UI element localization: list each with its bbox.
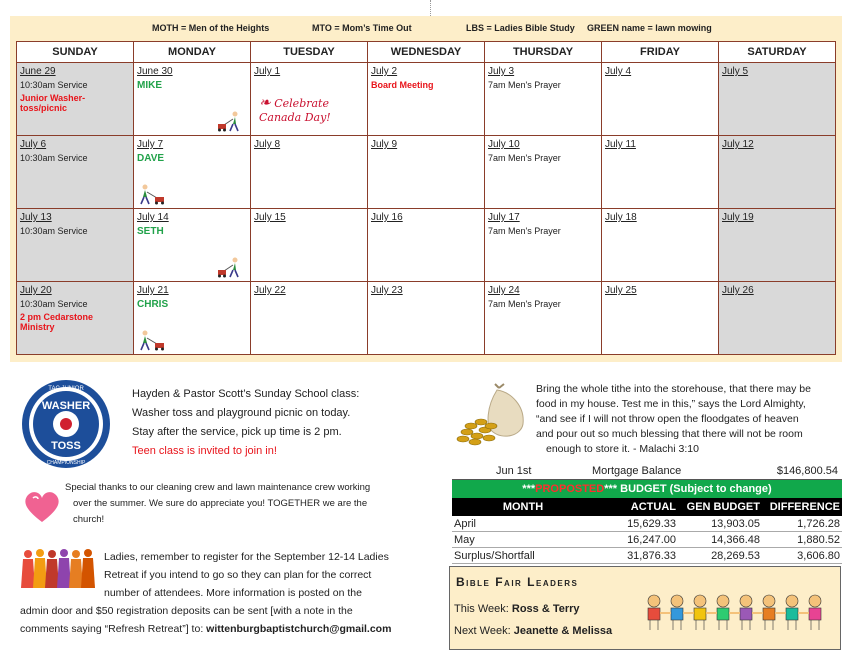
- event-note: 7am Men's Prayer: [488, 226, 561, 236]
- day-cell: [251, 282, 368, 355]
- service-time: 10:30am Service: [20, 299, 88, 309]
- verse-line: “and see if I will not throw open the floodgates of heaven: [536, 413, 799, 425]
- day-cell: [134, 282, 251, 355]
- calendar-week: [17, 63, 836, 136]
- email-link[interactable]: wittenburgbaptistchurch@gmail.com: [206, 623, 392, 635]
- day-date: July 12: [722, 139, 754, 150]
- budget-cell: Surplus/Shortfall: [454, 550, 535, 562]
- header-friday: FRIDAY: [602, 42, 719, 63]
- day-cell: [17, 136, 134, 209]
- day-date: July 1: [254, 66, 281, 77]
- verse-line: and pour out so much blessing that there will not be room: [536, 428, 803, 440]
- budget-header-row: [452, 498, 842, 516]
- ladies-line: Ladies, remember to register for the September 12-14 Ladies: [104, 551, 389, 563]
- mower-name: CHRIS: [137, 299, 169, 310]
- verse-line: food in my house. Test me in this,” says the Lord Almighty,: [536, 398, 806, 410]
- header-saturday: SATURDAY: [719, 42, 836, 63]
- day-cell: [602, 209, 719, 282]
- day-date: July 11: [605, 139, 636, 150]
- day-date: June 30: [137, 66, 173, 77]
- day-cell: [485, 63, 602, 136]
- event-note: 7am Men's Prayer: [488, 80, 561, 90]
- budget-cell: 13,903.05: [711, 518, 760, 530]
- mower-name: MIKE: [137, 80, 162, 91]
- day-cell: [134, 209, 251, 282]
- day-date: July 8: [254, 139, 281, 150]
- day-date: July 5: [722, 66, 749, 77]
- ladies-retreat-note: [20, 548, 420, 638]
- canada-day-text: Celebrate Canada Day!: [259, 97, 331, 124]
- header-monday: MONDAY: [134, 42, 251, 63]
- ladies-line: comments saying “Refresh Retreat”] to:: [20, 623, 207, 635]
- this-week-row: [454, 603, 580, 615]
- service-time: 10:30am Service: [20, 153, 88, 163]
- next-week-row: [454, 625, 612, 637]
- day-date: July 24: [488, 285, 520, 296]
- bible-fair-panel: [449, 566, 841, 650]
- legend-lbs: LBS = Ladies Bible Study: [466, 23, 575, 33]
- day-date: July 23: [371, 285, 403, 296]
- day-cell: [17, 209, 134, 282]
- day-cell: [368, 136, 485, 209]
- ss-line-invite: Teen class is invited to join in!: [132, 445, 277, 457]
- budget-row: [452, 548, 842, 564]
- day-cell: [719, 282, 836, 355]
- day-date: July 4: [605, 66, 632, 77]
- washer-toss-badge: [20, 378, 112, 470]
- day-cell: [17, 63, 134, 136]
- calendar-header-row: [17, 42, 836, 63]
- day-cell: [368, 63, 485, 136]
- ladies-line: admin door and $50 registration deposits can be sent [with a note in the: [20, 605, 353, 617]
- badge-toss-text: TOSS: [51, 440, 81, 452]
- day-cell: [368, 209, 485, 282]
- day-cell: [251, 63, 368, 136]
- sunday-school-note: [132, 385, 432, 461]
- coin-bag-image: [455, 382, 529, 446]
- lawn-mower-icon: [216, 256, 244, 278]
- heart-icon: [22, 490, 62, 524]
- budget-row: [452, 516, 842, 532]
- legend-mto: MTO = Mom’s Time Out: [312, 23, 412, 33]
- day-cell: [134, 63, 251, 136]
- day-cell: [485, 209, 602, 282]
- lawn-mower-icon: [138, 329, 166, 351]
- event-label: 2 pm Cedarstone Ministry: [20, 312, 94, 332]
- header-wednesday: WEDNESDAY: [368, 42, 485, 63]
- calendar-week: [17, 136, 836, 209]
- banner-text: BUDGET (Subject to change): [617, 483, 772, 495]
- mortgage-label: Mortgage Balance: [592, 465, 682, 477]
- day-cell: [368, 282, 485, 355]
- verse-line: enough to store it. - Malachi 3:10: [546, 443, 699, 455]
- legend-moth: MOTH = Men of the Heights: [152, 23, 270, 33]
- day-date: July 13: [20, 212, 52, 223]
- day-date: July 6: [20, 139, 47, 150]
- day-date: July 7: [137, 139, 164, 150]
- day-cell: [719, 136, 836, 209]
- verse-line: Bring the whole tithe into the storehouse, that there may be: [536, 383, 811, 395]
- banner-stars: ***: [604, 483, 618, 495]
- this-week-leaders: Ross & Terry: [511, 603, 580, 615]
- budget-cell: 14,366.48: [711, 534, 760, 546]
- day-date: June 29: [20, 66, 56, 77]
- ss-line: Hayden & Pastor Scott’s Sunday School class:: [132, 388, 360, 400]
- col-month: MONTH: [502, 501, 544, 513]
- canada-day-image: ❧ Celebrate Canada Day!: [259, 95, 331, 124]
- mortgage-date: Jun 1st: [496, 465, 532, 477]
- day-date: July 16: [371, 212, 403, 223]
- mower-name: DAVE: [137, 153, 165, 164]
- day-cell: [602, 282, 719, 355]
- day-cell: [719, 63, 836, 136]
- mower-name: SETH: [137, 226, 164, 237]
- event-label: Junior Washer-toss/picnic: [20, 93, 86, 113]
- day-cell: [485, 282, 602, 355]
- day-date: July 15: [254, 212, 286, 223]
- budget-row: [452, 532, 842, 548]
- day-cell: [134, 136, 251, 209]
- thanks-line: Special thanks to our cleaning crew and lawn maintenance crew working: [65, 482, 371, 493]
- service-time: 10:30am Service: [20, 80, 88, 90]
- day-cell: [485, 136, 602, 209]
- budget-cell: 31,876.33: [627, 550, 676, 562]
- budget-panel: [452, 462, 842, 564]
- budget-banner: [452, 480, 842, 498]
- day-date: July 26: [722, 285, 754, 296]
- header-tuesday: TUESDAY: [251, 42, 368, 63]
- day-date: July 10: [488, 139, 520, 150]
- budget-cell: 15,629.33: [627, 518, 676, 530]
- mortgage-value: $146,800.54: [776, 465, 838, 477]
- scripture-verse: [536, 382, 841, 457]
- budget-cell: 16,247.00: [627, 534, 676, 546]
- badge-washer-text: WASHER: [41, 400, 91, 412]
- budget-cell: April: [454, 518, 477, 530]
- calendar-panel: [10, 16, 842, 362]
- calendar-table: [16, 41, 836, 355]
- thanks-note: [65, 480, 420, 528]
- day-date: July 9: [371, 139, 398, 150]
- budget-cell: 1,726.28: [797, 518, 840, 530]
- calendar-week: [17, 282, 836, 355]
- budget-cell: 3,606.80: [797, 550, 840, 562]
- day-date: July 21: [137, 285, 169, 296]
- ss-line: Washer toss and playground picnic on today.: [132, 407, 351, 419]
- lawn-mower-icon: [138, 183, 166, 205]
- day-date: July 20: [20, 285, 52, 296]
- day-date: July 22: [254, 285, 286, 296]
- banner-proposed: PROPOSTED: [535, 483, 605, 495]
- event-label: Board Meeting: [371, 80, 434, 90]
- col-actual: ACTUAL: [630, 501, 676, 513]
- banner-stars: ***: [522, 483, 536, 495]
- thanks-line: over the summer. We sure do appreciate you! TOGETHER we are the: [73, 498, 368, 509]
- col-difference: DIFFERENCE: [769, 501, 840, 513]
- bible-fair-title: Bible Fair Leaders: [456, 575, 579, 589]
- ladies-line: number of attendees. More information is posted on the: [104, 587, 362, 599]
- next-week-label: Next Week:: [454, 625, 514, 637]
- thanks-line: church!: [73, 514, 105, 525]
- col-gen-budget: GEN BUDGET: [686, 501, 760, 513]
- day-cell: [719, 209, 836, 282]
- this-week-label: This Week:: [454, 603, 512, 615]
- day-cell: [251, 136, 368, 209]
- event-note: 7am Men's Prayer: [488, 153, 561, 163]
- mortgage-row: [452, 462, 842, 480]
- lawn-mower-icon: [216, 110, 244, 132]
- day-date: July 25: [605, 285, 637, 296]
- header-thursday: THURSDAY: [485, 42, 602, 63]
- day-cell: [17, 282, 134, 355]
- badge-top-text: TAC JUNIOR: [48, 386, 84, 392]
- header-sunday: SUNDAY: [17, 42, 134, 63]
- badge-bottom-text: CHAMPIONSHIP: [46, 460, 86, 466]
- budget-cell: 28,269.53: [711, 550, 760, 562]
- service-time: 10:30am Service: [20, 226, 88, 236]
- day-date: July 14: [137, 212, 169, 223]
- legend-green: GREEN name = lawn mowing: [587, 23, 712, 33]
- ss-line: Stay after the service, pick up time is 2 pm.: [132, 426, 342, 438]
- day-date: July 18: [605, 212, 637, 223]
- next-week-leaders: Jeanette & Melissa: [513, 625, 613, 637]
- day-cell: [602, 136, 719, 209]
- day-cell: [251, 209, 368, 282]
- budget-cell: May: [454, 534, 475, 546]
- day-date: July 17: [488, 212, 520, 223]
- day-date: July 2: [371, 66, 398, 77]
- day-date: July 3: [488, 66, 515, 77]
- event-note: 7am Men's Prayer: [488, 299, 561, 309]
- ladies-line: Retreat if you intend to go so they can plan for the correct: [104, 569, 372, 581]
- budget-cell: 1,880.52: [797, 534, 840, 546]
- day-cell: [602, 63, 719, 136]
- calendar-week: [17, 209, 836, 282]
- day-date: July 19: [722, 212, 754, 223]
- kids-image: [642, 593, 832, 633]
